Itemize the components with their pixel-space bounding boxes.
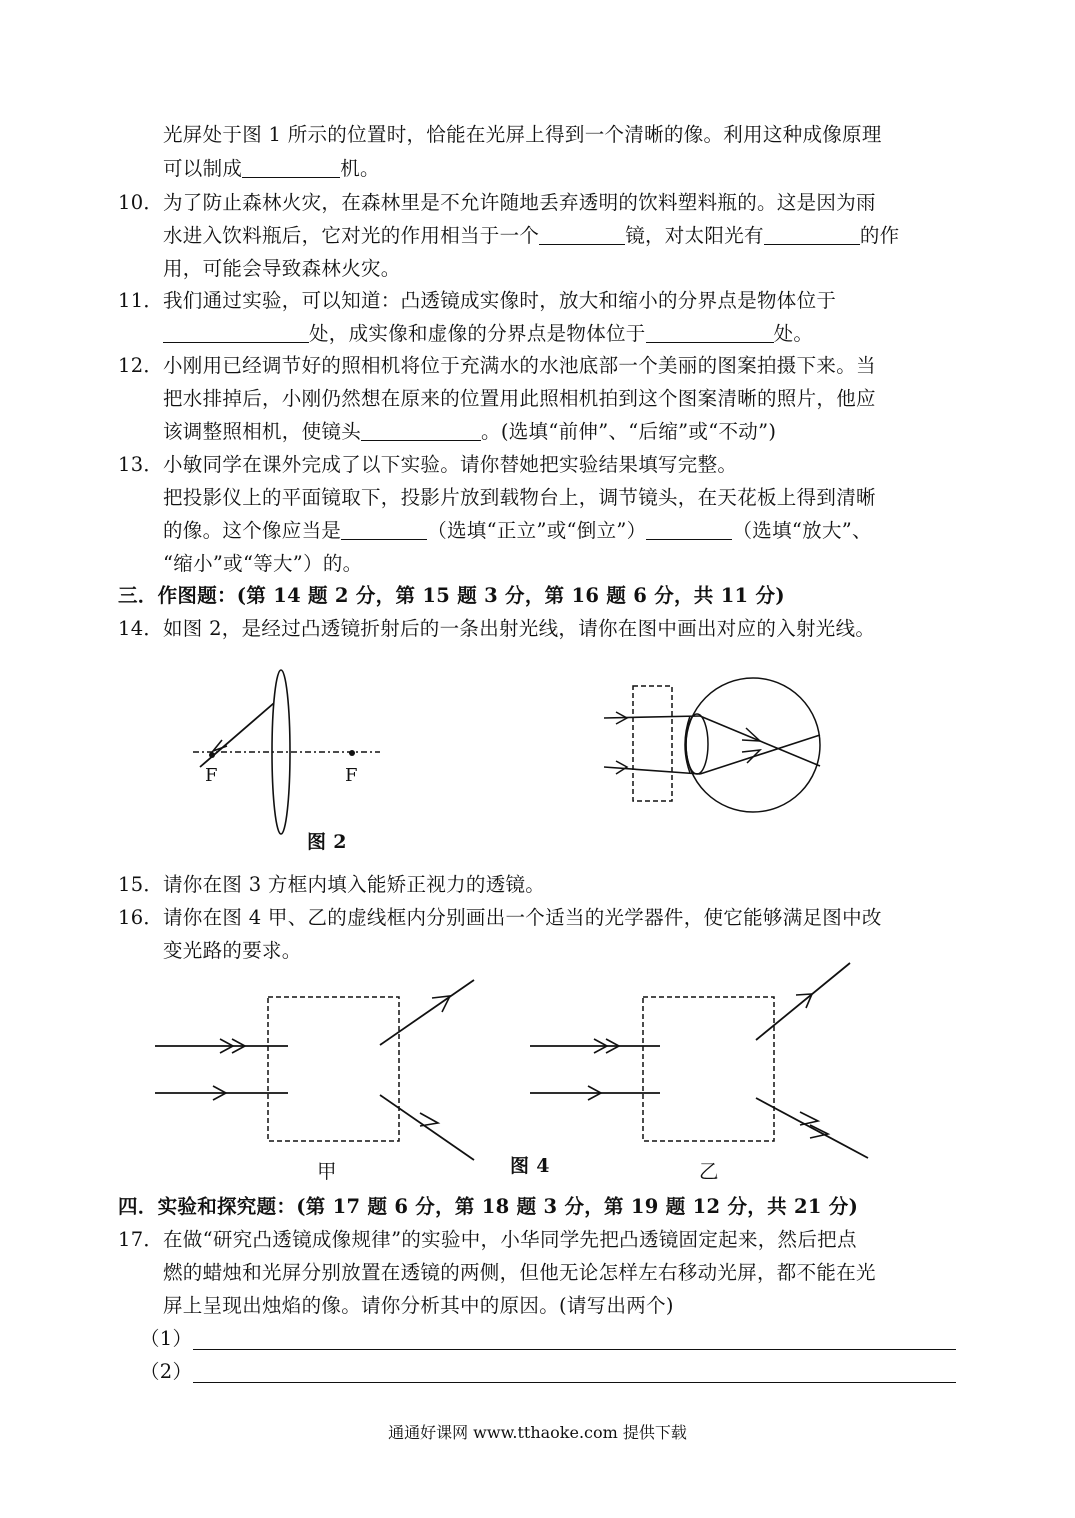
q12-line1: 小刚用已经调节好的照相机将位于充满水的水池底部一个美丽的图案拍摄下来。当 <box>163 354 876 377</box>
question-number: 12． <box>118 354 164 377</box>
question-number: 11． <box>118 289 164 312</box>
figure-2-caption: 图 2 <box>307 831 347 853</box>
focal-point-label-right: F <box>345 765 358 786</box>
q9-line2: 可以制成 机。 <box>163 157 380 180</box>
q13-line1: 小敏同学在课外完成了以下实验。请你替她把实验结果填写完整。 <box>163 453 738 476</box>
question-number: 13． <box>118 453 164 476</box>
question-number: 15． <box>118 873 164 896</box>
q9-line1: 光屏处于图 1 所示的位置时，恰能在光屏上得到一个清晰的像。利用这种成像原理 <box>163 123 882 146</box>
q11-line1: 我们通过实验，可以知道：凸透镜成实像时，放大和缩小的分界点是物体位于 <box>163 289 837 312</box>
q11-line2: 处，成实像和虚像的分界点是物体位于 处。 <box>163 322 813 346</box>
section-3-heading: 三．作图题：(第 14 题 2 分，第 15 题 3 分，第 16 题 6 分，共 11 分) <box>118 584 785 607</box>
q17-line1: 在做“研究凸透镜成像规律”的实验中，小华同学先把凸透镜固定起来，然后把点 <box>163 1228 857 1251</box>
q14-text: 如图 2，是经过凸透镜折射后的一条出射光线，请你在图中画出对应的入射光线。 <box>163 617 876 640</box>
q16-line2: 变光路的要求。 <box>163 939 302 962</box>
focal-point-label-left: F <box>205 765 218 786</box>
q17-line2: 燃的蜡烛和光屏分别放置在透镜的两侧，但他无论怎样左右移动光屏，都不能在光 <box>163 1261 876 1284</box>
q13-line2: 把投影仪上的平面镜取下，投影片放到载物台上，调节镜头，在天花板上得到清晰 <box>163 486 876 509</box>
figure-4-label-b: 乙 <box>699 1160 719 1183</box>
q10-line3: 用，可能会导致森林火灾。 <box>163 257 401 280</box>
section-4-heading: 四．实验和探究题：(第 17 题 6 分，第 18 题 3 分，第 19 题 12 分，共 21 分) <box>118 1195 859 1218</box>
q12-line3: 该调整照相机，使镜头 。(选填“前伸”、“后缩”或“不动”) <box>163 420 777 443</box>
answer-label-2: （2） <box>140 1360 193 1383</box>
q16-line1: 请你在图 4 甲、乙的虚线框内分别画出一个适当的光学器件，使它能够满足图中改 <box>163 906 882 929</box>
question-number: 16． <box>118 906 164 929</box>
question-number: 17． <box>118 1228 164 1251</box>
q13-line4: “缩小”或“等大”）的。 <box>163 552 363 575</box>
q13-line3: 的像。这个像应当是 （选填“正立”或“倒立”） （选填“放大”、 <box>163 519 872 542</box>
figure-4-caption: 图 4 <box>510 1155 550 1177</box>
answer-label-1: （1） <box>140 1327 193 1350</box>
q17-line3: 屏上呈现出烛焰的像。请你分析其中的原因。(请写出两个) <box>163 1294 674 1317</box>
q12-line2: 把水排掉后，小刚仍然想在原来的位置用此照相机拍到这个图案清晰的照片，他应 <box>163 387 876 410</box>
question-number: 10． <box>118 191 164 214</box>
answer-line-2[interactable] <box>193 1382 956 1383</box>
figure-4-label-a: 甲 <box>317 1160 337 1183</box>
q15-text: 请你在图 3 方框内填入能矫正视力的透镜。 <box>163 873 546 896</box>
answer-line-1[interactable] <box>193 1349 956 1350</box>
q10-line1: 为了防止森林火灾，在森林里是不允许随地丢弃透明的饮料塑料瓶的。这是因为雨 <box>163 191 876 214</box>
page-footer: 通通好课网 www.tthaoke.com 提供下载 <box>388 1423 687 1442</box>
q10-line2: 水进入饮料瓶后，它对光的作用相当于一个 镜，对太阳光有 的作 <box>163 224 900 247</box>
question-number: 14． <box>118 617 164 640</box>
